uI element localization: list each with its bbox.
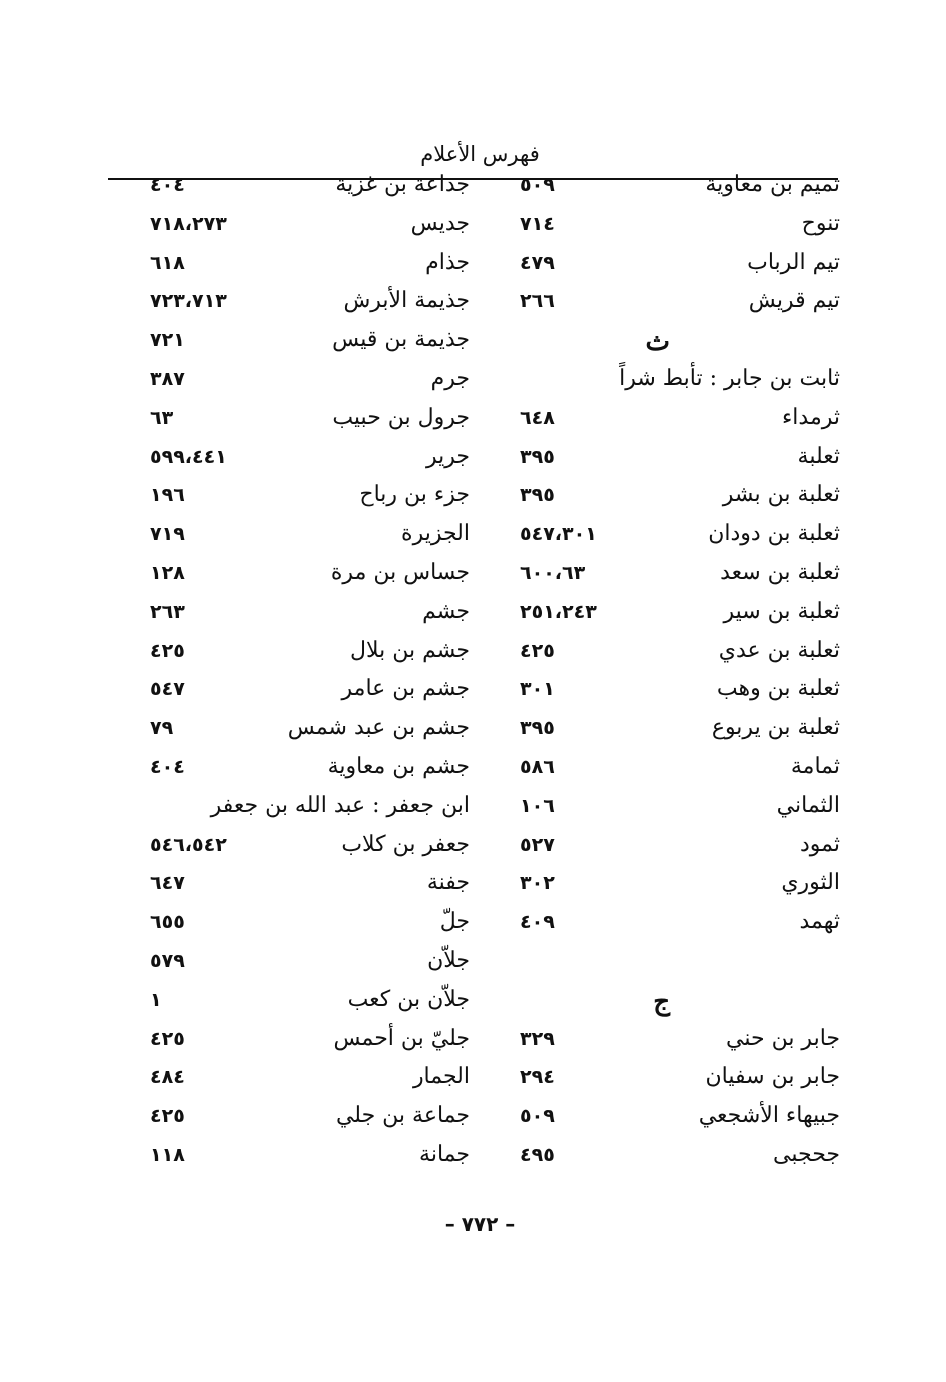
entry-pages: ٣٢٩ — [520, 1027, 555, 1050]
entry-pages: ٥٤٦،٥٤٢ — [150, 833, 227, 856]
index-entry — [150, 870, 470, 908]
entry-name: تميم بن معاوية — [705, 172, 840, 197]
index-entry — [150, 250, 470, 288]
index-entry — [150, 405, 470, 443]
entry-pages: ٣٩٥ — [520, 445, 555, 468]
entry-name: ثمود — [799, 831, 840, 857]
index-entry — [520, 715, 840, 753]
entry-pages: ٥٠٩ — [520, 174, 555, 196]
index-entry — [150, 599, 470, 637]
index-entry — [520, 948, 840, 986]
entry-pages: ١٢٨ — [150, 562, 185, 584]
index-entry — [520, 987, 840, 1025]
entry-pages: ٣٠٢ — [520, 872, 555, 895]
entry-name: جماعة بن جلي — [335, 1103, 470, 1129]
index-entry — [150, 327, 470, 365]
entry-name: جعفر بن كلاب — [341, 831, 470, 857]
entry-name: جذيمة بن قيس — [332, 327, 470, 353]
entry-name: جديس — [410, 210, 470, 236]
entry-name: جشم بن عامر — [341, 676, 470, 702]
index-entry — [520, 444, 840, 482]
index-entry — [520, 638, 840, 676]
entry-pages: ٣٨٧ — [150, 368, 185, 390]
entry-pages: ٤٠٤ — [150, 174, 185, 196]
entry-pages: ١١٨ — [150, 1144, 185, 1166]
entry-pages: ٦٣ — [150, 406, 174, 429]
index-entry — [520, 211, 840, 249]
entry-name: تيم الرباب — [747, 249, 840, 275]
entry-pages: ٢٩٤ — [520, 1066, 555, 1089]
index-entry — [520, 1026, 840, 1064]
entry-pages: ٦٤٧ — [150, 872, 185, 895]
section-letter: ث — [645, 327, 670, 358]
entry-name: ثهمد — [799, 909, 840, 935]
entry-name: ثمامة — [790, 754, 840, 779]
entry-pages: ٦٥٥ — [150, 911, 185, 934]
entry-name: ثعلبة بن دودان — [708, 521, 840, 547]
index-entry — [150, 676, 470, 714]
index-entry — [520, 599, 840, 637]
entry-name: جرم — [430, 366, 470, 391]
entry-name: الثوري — [781, 870, 840, 896]
entry-name: جذيمة الأبرش — [343, 288, 470, 314]
entry-name: جابر بن سفيان — [705, 1064, 840, 1090]
index-entry — [520, 288, 840, 326]
index-entry — [520, 676, 840, 714]
entry-pages: ٧١٨،٢٧٣ — [150, 212, 227, 235]
index-entry — [520, 1103, 840, 1141]
entry-name: جحجبى — [773, 1142, 840, 1167]
page-number: – ٧٧٢ – — [444, 1212, 516, 1236]
entry-pages: ٢٥١،٢٤٣ — [520, 600, 597, 623]
section-letter: ج — [653, 986, 670, 1017]
entry-name: الجمار — [412, 1064, 470, 1090]
entry-name: ثعلبة بن سير — [723, 598, 840, 624]
entry-pages: ٤٠٩ — [520, 911, 555, 934]
index-entry — [150, 832, 470, 870]
entry-pages: ٥٧٩ — [150, 950, 185, 972]
entry-pages: ٦١٨ — [150, 251, 185, 274]
index-entry — [150, 948, 470, 986]
index-entry — [150, 288, 470, 326]
entry-pages: ٧١٤ — [520, 212, 555, 235]
entry-name: ثرمداء — [781, 404, 840, 430]
entry-name: جزء بن رباح — [359, 482, 470, 508]
entry-pages: ٢٦٦ — [520, 290, 555, 313]
index-entry — [520, 870, 840, 908]
entry-name: جبيهاء الأشجعي — [698, 1103, 840, 1129]
entry-name: تيم قريش — [748, 288, 840, 314]
entry-name: ثعلبة — [797, 443, 840, 469]
entry-name: جذام — [425, 249, 470, 275]
entry-pages: ٥٨٦ — [520, 756, 555, 778]
entry-name: الثماني — [776, 792, 840, 818]
index-entry — [520, 172, 840, 210]
entry-pages: ٢٦٣ — [150, 600, 185, 623]
index-entry — [150, 1026, 470, 1064]
entry-pages: ٥٤٧،٣٠١ — [520, 523, 597, 546]
entry-name: جساس بن مرة — [330, 560, 470, 585]
entry-pages: ٤٢٥ — [150, 639, 185, 662]
index-entry — [150, 1064, 470, 1102]
index-entry — [520, 909, 840, 947]
entry-name: ثعلبة بن عدي — [718, 637, 840, 663]
entry-name: جداعة بن غزية — [335, 172, 470, 197]
index-entry — [150, 1142, 470, 1180]
entry-pages: ٧١٩ — [150, 523, 185, 546]
entry-name: جابر بن حني — [726, 1025, 840, 1051]
entry-name: الجزيرة — [401, 521, 470, 547]
entry-pages: ٥٢٧ — [520, 833, 555, 856]
entry-name: جليّ بن أحمس — [333, 1025, 470, 1051]
entry-pages: ١٠٦ — [520, 794, 555, 817]
entry-name: ثعلبة بن وهب — [716, 676, 840, 702]
entry-pages: ٦٠٠،٦٣ — [520, 562, 586, 584]
entry-name: جلّ — [439, 909, 470, 935]
entry-name: جلاّن — [427, 948, 470, 973]
index-entry — [520, 1142, 840, 1180]
index-entry — [150, 793, 470, 831]
entry-name: ثعلبة بن يربوع — [711, 715, 840, 741]
entry-pages: ٥٠٩ — [520, 1105, 555, 1128]
index-entry — [150, 987, 470, 1025]
entry-pages: ٤٩٥ — [520, 1144, 555, 1166]
index-entry — [150, 754, 470, 792]
entry-pages: ٤٨٤ — [150, 1066, 185, 1089]
index-entry — [520, 832, 840, 870]
entry-pages: ٣٩٥ — [520, 717, 555, 740]
entry-pages: ٥٩٩،٤٤١ — [150, 445, 227, 468]
index-entry — [150, 909, 470, 947]
entry-pages: ٤٢٥ — [150, 1105, 185, 1128]
index-entry — [520, 1064, 840, 1102]
index-entry — [150, 366, 470, 404]
entry-pages: ٤٢٥ — [150, 1027, 185, 1050]
entry-name: ثعلبة بن بشر — [722, 482, 840, 508]
entry-pages: ٥٤٧ — [150, 678, 185, 701]
index-entry — [150, 521, 470, 559]
entry-name: جشم بن معاوية — [327, 754, 470, 779]
entry-pages: ٧٩ — [150, 717, 174, 740]
entry-name: جمانة — [419, 1142, 470, 1167]
index-entry — [150, 172, 470, 210]
entry-pages: ٧٢١ — [150, 329, 185, 352]
entry-name: جفنة — [426, 870, 470, 896]
page-header-title: فهرس الأعلام — [420, 142, 540, 166]
index-entry — [150, 444, 470, 482]
entry-pages: ١ — [150, 988, 162, 1011]
entry-pages: ٣٠١ — [520, 678, 555, 701]
index-entry — [150, 715, 470, 753]
index-entry — [520, 521, 840, 559]
index-entry — [520, 327, 840, 365]
index-entry — [150, 211, 470, 249]
entry-pages: ٧٢٣،٧١٣ — [150, 290, 227, 313]
index-entry — [520, 793, 840, 831]
entry-name: جرير — [426, 443, 470, 469]
entry-name: جشم — [422, 598, 470, 624]
index-entry — [520, 405, 840, 443]
index-entry — [150, 1103, 470, 1141]
index-entry — [150, 560, 470, 598]
entry-name: ثعلبة بن سعد — [720, 560, 840, 585]
entry-name: جشم بن بلال — [350, 637, 470, 663]
entry-pages: ٤٢٥ — [520, 639, 555, 662]
index-entry — [150, 482, 470, 520]
entry-pages: ٣٩٥ — [520, 484, 555, 507]
entry-name: ثابت بن جابر : تأبط شراً — [619, 366, 840, 391]
index-entry — [150, 638, 470, 676]
entry-pages: ٦٤٨ — [520, 406, 555, 429]
entry-name: جلاّن بن كعب — [347, 986, 470, 1012]
entry-pages: ١٩٦ — [150, 484, 185, 507]
entry-name: جرول بن حبيب — [332, 404, 470, 430]
index-entry — [520, 560, 840, 598]
entry-pages: ٤٠٤ — [150, 756, 185, 778]
entry-name: جشم بن عبد شمس — [287, 715, 470, 741]
index-entry — [520, 482, 840, 520]
entry-name: ابن جعفر : عبد الله بن جعفر — [210, 792, 470, 818]
index-entry — [520, 366, 840, 404]
index-entry — [520, 250, 840, 288]
entry-pages: ٤٧٩ — [520, 251, 555, 274]
index-entry — [520, 754, 840, 792]
entry-name: تنوح — [801, 210, 840, 236]
